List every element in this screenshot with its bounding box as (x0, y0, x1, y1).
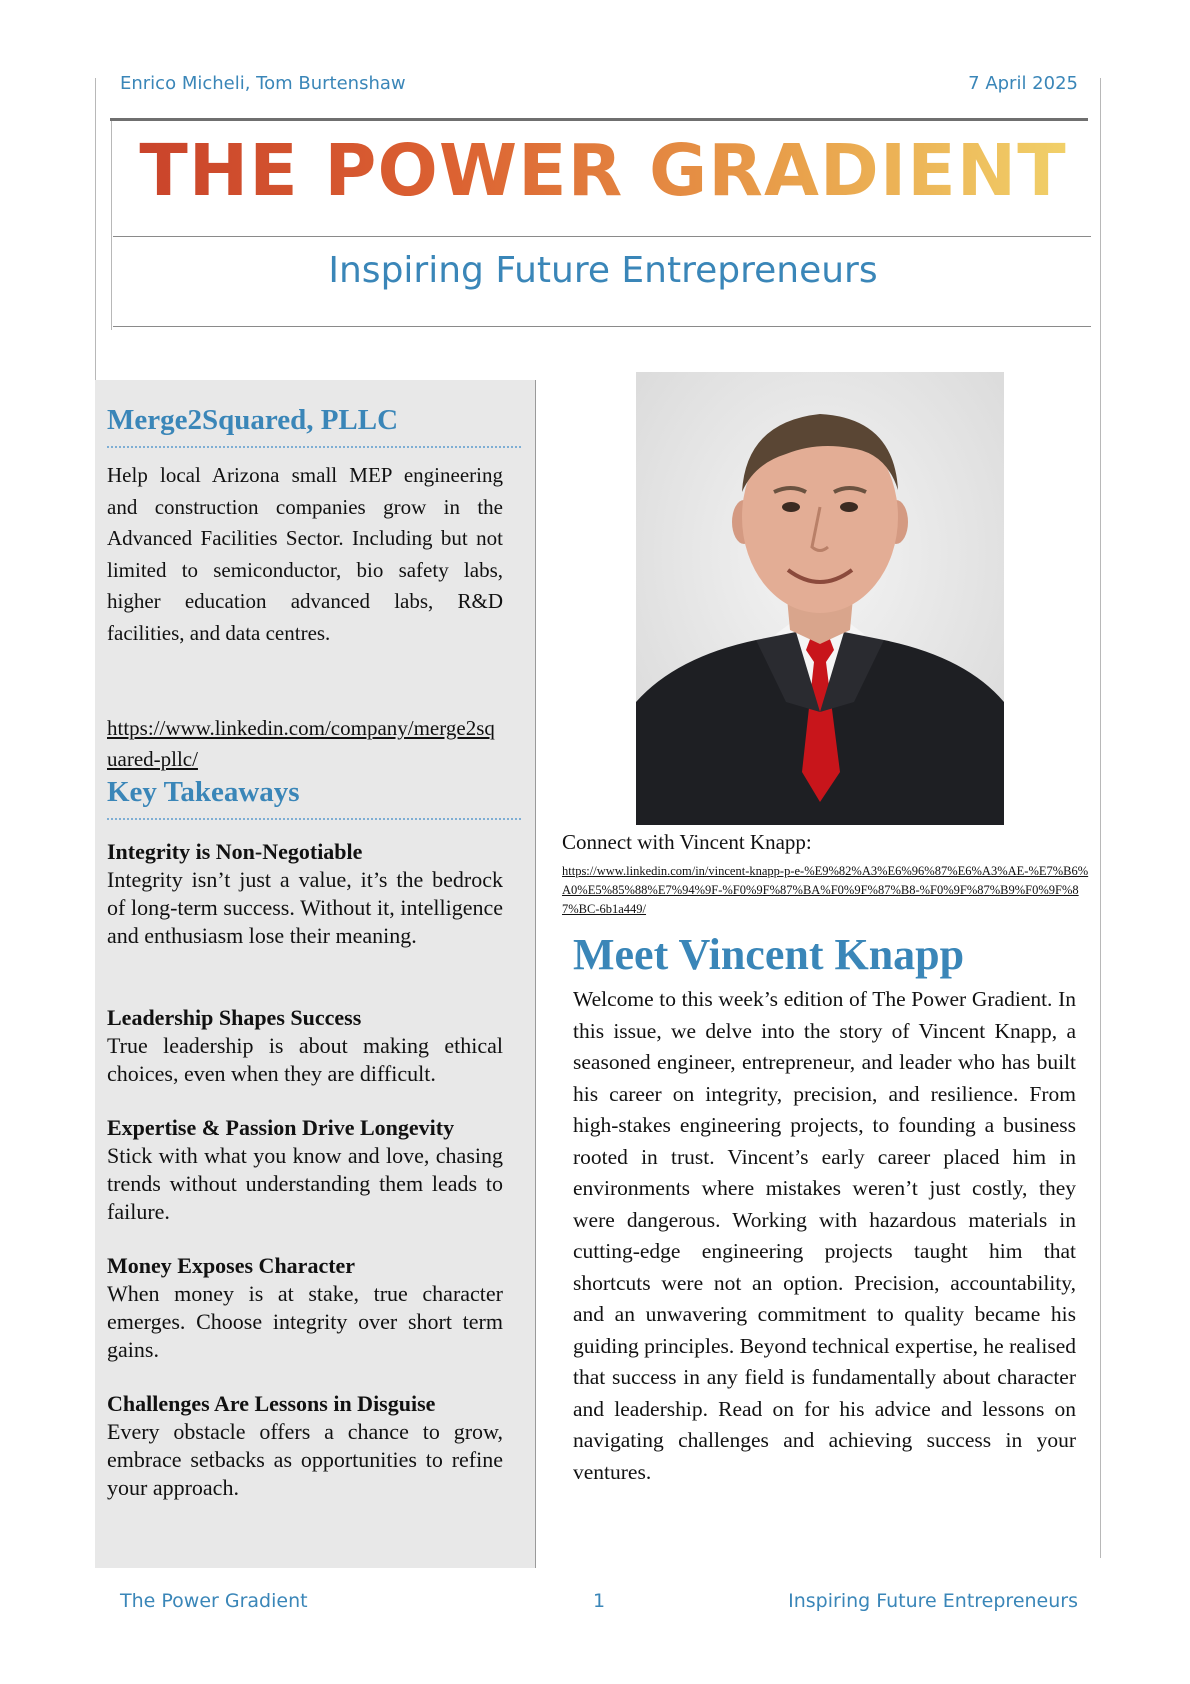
company-description: Help local Arizona small MEP engineering and construction companies grow in the Advanced Facilities Sector. Including but not limited to semiconductor, bio safety labs, higher education advanced labs, R&D facilities, and data centres. (107, 463, 503, 645)
takeaways-title: Key Takeaways (107, 772, 521, 820)
frame-right-line (1100, 78, 1101, 1558)
takeaway-item (107, 1004, 503, 1088)
takeaway-item (107, 1390, 503, 1502)
takeaway-heading: Leadership Shapes Success (107, 1005, 362, 1030)
takeaway-text: True leadership is about making ethical choices, even when they are difficult. (107, 1033, 503, 1086)
person-portrait-icon (636, 372, 1004, 825)
newsletter-tagline: Inspiring Future Entrepreneurs (328, 250, 878, 291)
page-number: 1 (593, 1590, 606, 1612)
footer-tagline: Inspiring Future Entrepreneurs (788, 1590, 1078, 1612)
takeaway-heading: Integrity is Non-Negotiable (107, 839, 363, 864)
portrait-photo (636, 372, 1004, 825)
takeaway-heading: Expertise & Passion Drive Longevity (107, 1115, 455, 1140)
newsletter-title: THE POWER GRADIENT (110, 128, 1096, 214)
masthead-rule (113, 236, 1091, 237)
connect-link[interactable]: https://www.linkedin.com/in/vincent-knapp-p-e-%E9%82%A3%E6%96%87%E6%A3%AE-%E7%B6%A0%E5%85%88%E7%94%9F-%F0%9F%87%BA%F0%9F%87%B8-%F0%9F%87%B9%F0%9F%87%BC-6b1a449/ (562, 864, 1089, 916)
tagline-rule (113, 326, 1091, 327)
takeaway-heading: Challenges Are Lessons in Disguise (107, 1391, 436, 1416)
takeaway-heading: Money Exposes Character (107, 1253, 356, 1278)
feature-intro: Welcome to this week’s edition of The Power Gradient. In this issue, we delve into the story of Vincent Knapp, a seasoned engineer, entrepreneur, and leader who has built his career on integrity, precision, and resilience. From high-stakes engineering projects, to founding a business rooted in trust. Vincent’s early career placed him in environments where mistakes weren’t just costly, they were dangerous. Working with hazardous materials in cutting-edge engineering projects taught him that shortcuts were not an option. Precision, accountability, and an unwavering commitment to quality became his guiding principles. Beyond technical expertise, he realised that success in any field is fundamentally about character and leadership. Read on for his advice and lessons on navigating challenges and achieving success in your ventures. (573, 987, 1076, 1484)
connect-label: Connect with Vincent Knapp: (562, 830, 812, 854)
takeaway-item (107, 1114, 503, 1226)
sidebar (95, 380, 536, 1568)
takeaway-item (107, 838, 503, 950)
footer-publication: The Power Gradient (120, 1590, 308, 1612)
company-title: Merge2Squared, PLLC (107, 400, 521, 448)
authors: Enrico Micheli, Tom Burtenshaw (120, 73, 406, 94)
takeaway-text: Stick with what you know and love, chasing trends without understanding them leads to failure. (107, 1143, 503, 1224)
feature-title: Meet Vincent Knapp (573, 930, 965, 979)
company-link[interactable]: https://www.linkedin.com/company/merge2squared-pllc/ (107, 716, 495, 771)
takeaway-text: Integrity isn’t just a value, it’s the bedrock of long-term success. Without it, intelligence and enthusiasm lose their meaning. (107, 867, 503, 948)
takeaway-text: When money is at stake, true character emerges. Choose integrity over short term gains. (107, 1281, 503, 1362)
issue-date: 7 April 2025 (968, 73, 1078, 94)
takeaway-item (107, 1252, 503, 1364)
header-rule (110, 118, 1088, 121)
takeaway-text: Every obstacle offers a chance to grow, embrace setbacks as opportunities to refine your approach. (107, 1419, 503, 1500)
